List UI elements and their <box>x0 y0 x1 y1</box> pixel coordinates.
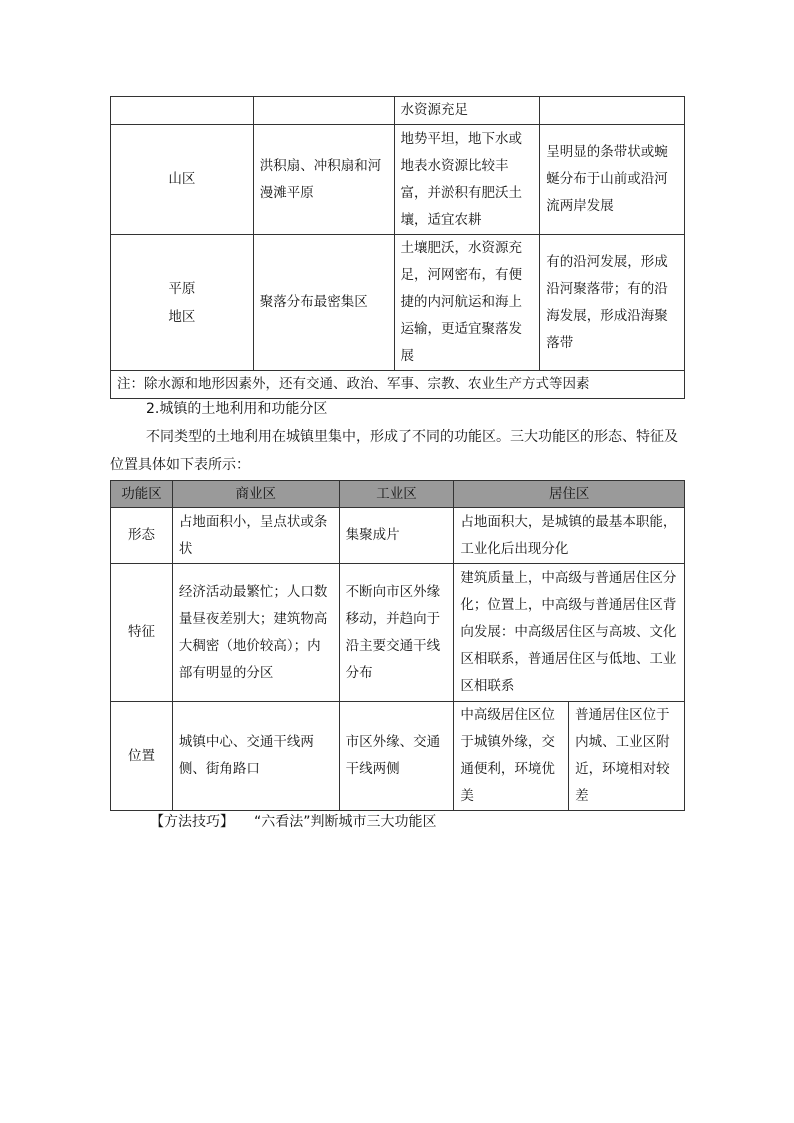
table-cell: 建筑质量上，中高级与普通居住区分化；位置上，中高级与普通居住区背向发展：中高级居住区与高坡、文化区相联系，普通居住区与低地、工业区相联系 <box>454 564 685 702</box>
row-label: 形态 <box>111 508 173 564</box>
table-cell: 有的沿河发展，形成沿河聚落带；有的沿海发展，形成沿海聚落带 <box>540 235 685 371</box>
section-intro: 不同类型的土地利用在城镇里集中，形成了不同的功能区。三大功能区的形态、特征及位置具体如下表所示： <box>110 429 678 473</box>
column-header: 工业区 <box>339 481 454 508</box>
row-label: 位置 <box>111 702 173 811</box>
region-label: 平原地区 <box>111 235 254 371</box>
table-cell: 呈明显的条带状或蜿蜒分布于山前或沿河流两岸发展 <box>540 125 685 235</box>
table-row <box>111 97 685 125</box>
table-note: 注：除水源和地形因素外，还有交通、政治、军事、宗教、农业生产方式等因素 <box>111 371 685 399</box>
method-tag: 【方法技巧】 <box>150 814 234 830</box>
table-cell: 聚落分布最密集区 <box>253 235 394 371</box>
table-cell <box>111 97 254 125</box>
table-cell: 城镇中心、交通干线两侧、街角路口 <box>172 702 339 811</box>
table-cell: 地势平坦，地下水或地表水资源比较丰富，并淤积有肥沃土壤，适宜农耕 <box>394 125 540 235</box>
column-header: 商业区 <box>172 481 339 508</box>
table-cell: 土壤肥沃，水资源充足，河网密布，有便捷的内河航运和海上运输，更适宜聚落发展 <box>394 235 540 371</box>
region-label: 山区 <box>111 125 254 235</box>
method-title: “六看法”判断城市三大功能区 <box>254 814 437 830</box>
table-cell <box>253 97 394 125</box>
section-heading: 2.城镇的土地利用和功能分区 <box>146 401 328 417</box>
table-header-row <box>111 481 685 508</box>
table-cell: 占地面积大，是城镇的最基本职能，工业化后出现分化 <box>454 508 685 564</box>
column-header: 居住区 <box>454 481 685 508</box>
table-cell: 中高级居住区位于城镇外缘，交通便利，环境优美 <box>454 702 569 811</box>
table-row <box>111 564 685 702</box>
table-row <box>111 702 685 811</box>
table-cell: 集聚成片 <box>339 508 454 564</box>
table-cell: 水资源充足 <box>394 97 540 125</box>
table-cell: 占地面积小，呈点状或条状 <box>172 508 339 564</box>
method-tip <box>150 808 437 836</box>
table-cell: 洪积扇、冲积扇和河漫滩平原 <box>253 125 394 235</box>
functional-zone-table <box>110 480 685 811</box>
table-row <box>111 235 685 371</box>
settlement-table <box>110 96 685 399</box>
table-row <box>111 125 685 235</box>
table-cell: 市区外缘、交通干线两侧 <box>339 702 454 811</box>
table-cell: 普通居住区位于内城、工业区附近，环境相对较差 <box>569 702 685 811</box>
table-cell: 经济活动最繁忙；人口数量昼夜差别大；建筑物高大稠密（地价较高）；内部有明显的分区 <box>172 564 339 702</box>
row-label: 特征 <box>111 564 173 702</box>
table-row <box>111 508 685 564</box>
table-cell: 不断向市区外缘移动，并趋向于沿主要交通干线分布 <box>339 564 454 702</box>
column-header: 功能区 <box>111 481 173 508</box>
table-cell <box>540 97 685 125</box>
